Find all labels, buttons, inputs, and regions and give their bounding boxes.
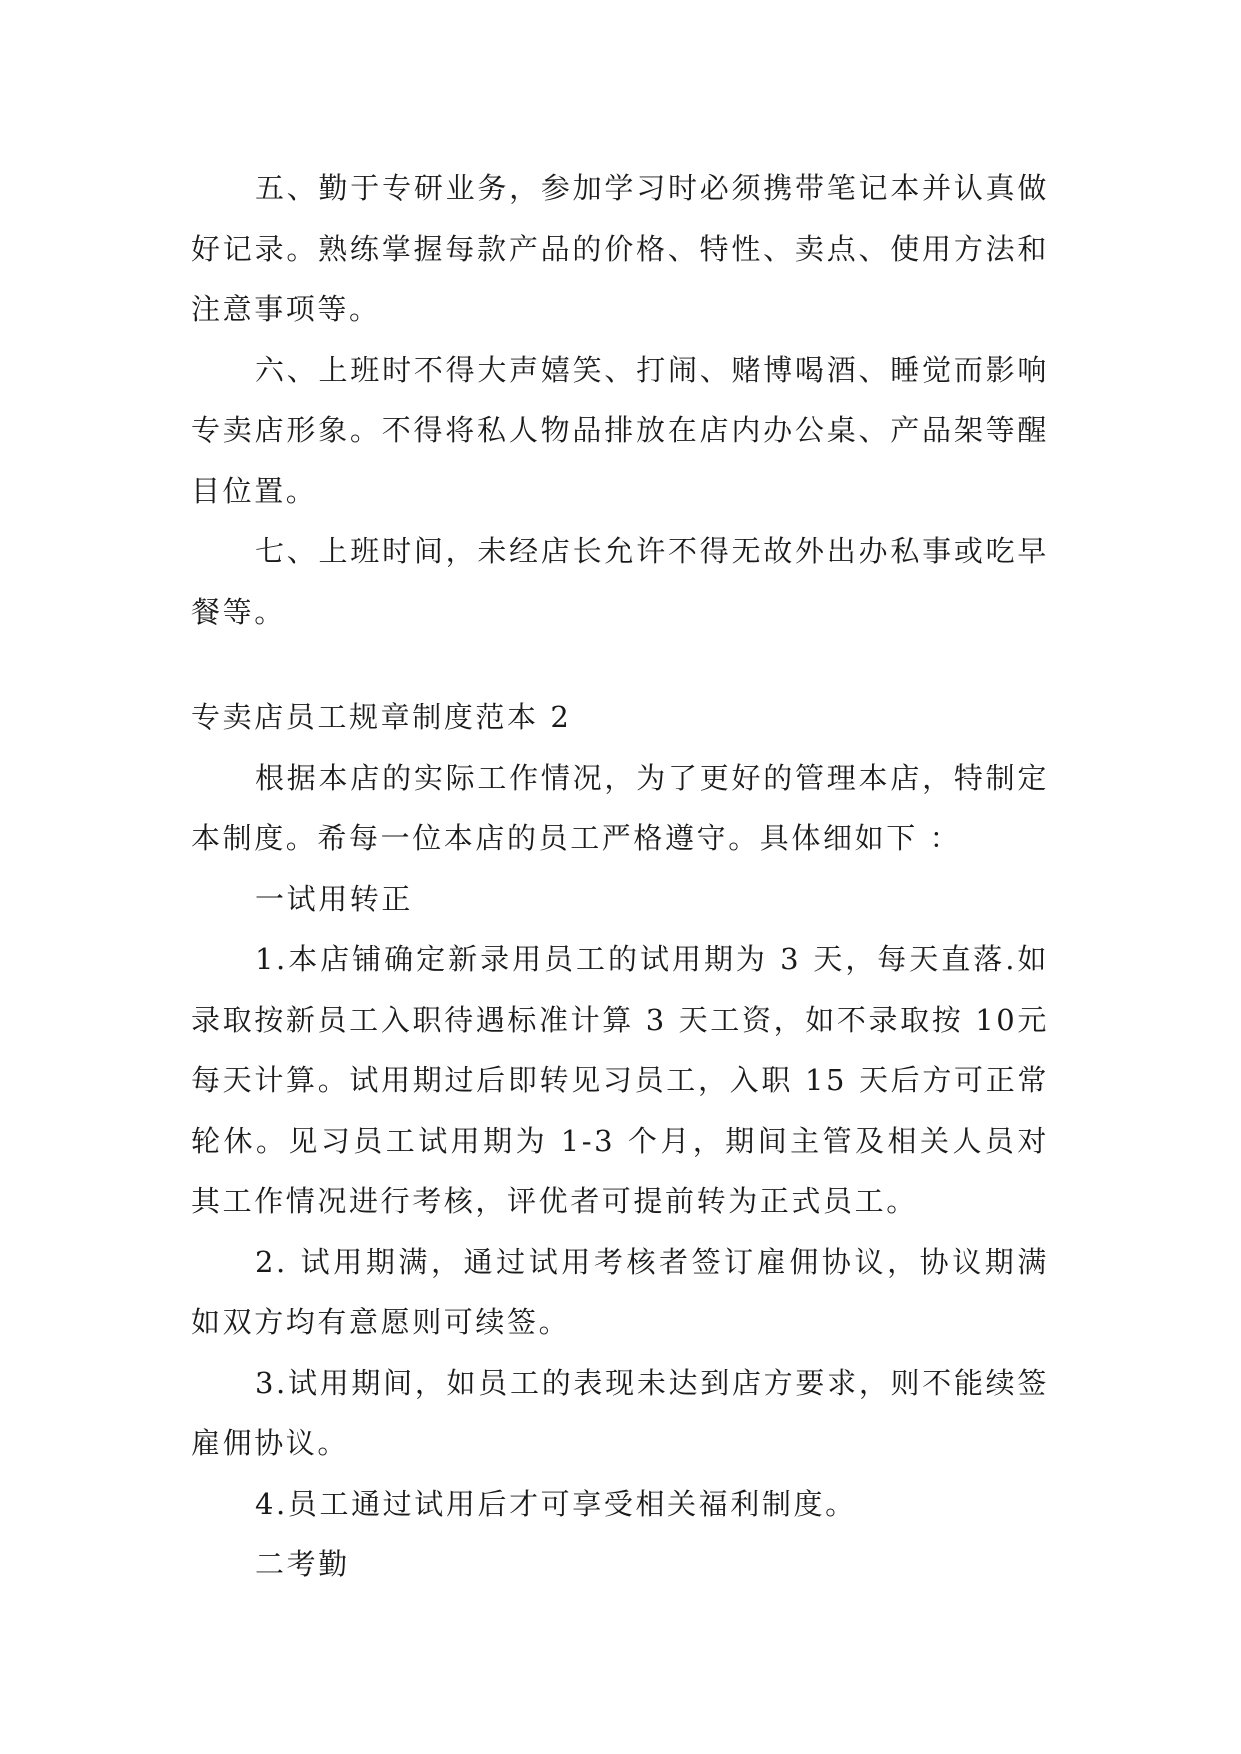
paragraph-item-2: 2. 试用期满，通过试用考核者签订雇佣协议，协议期满如双方均有意愿则可续签。 [191,1244,1049,1339]
document-body [191,158,1049,1595]
paragraph-item-1: 1.本店铺确定新录用员工的试用期为 3 天，每天直落.如录取按新员工入职待遇标准计算 3 天工资，如不录取按 10元每天计算。试用期过后即转见习员工，入职 15 天后方可正常轮休。见习员工试用期为 1-3 个月，期间主管及相关人员对其工作情况进行考核，评优者可提前转为正式员工。 [191,942,1049,1218]
paragraph-rule-7: 七、上班时间，未经店长允许不得无故外出办私事或吃早餐等。 [191,534,1049,629]
intro-paragraph: 根据本店的实际工作情况，为了更好的管理本店，特制定本制度。希每一位本店的员工严格遵守。具体细如下 ： [191,760,1049,855]
subheading-attendance: 二考勤 [255,1547,350,1581]
paragraph-item-3: 3.试用期间，如员工的表现未达到店方要求，则不能续签雇佣协议。 [191,1365,1049,1460]
paragraph-rule-6: 六、上班时不得大声嬉笑、打闹、赌博喝酒、睡觉而影响专卖店形象。不得将私人物品排放在店内办公桌、产品架等醒目位置。 [191,352,1049,508]
paragraph-rule-5: 五、勤于专研业务，参加学习时必须携带笔记本并认真做好记录。熟练掌握每款产品的价格、特性、卖点、使用方法和注意事项等。 [191,171,1049,326]
subheading-probation: 一试用转正 [255,881,414,916]
paragraph-item-4: 4.员工通过试用后才可享受相关福利制度。 [255,1486,857,1521]
section-title: 专卖店员工规章制度范本 2 [191,700,572,734]
